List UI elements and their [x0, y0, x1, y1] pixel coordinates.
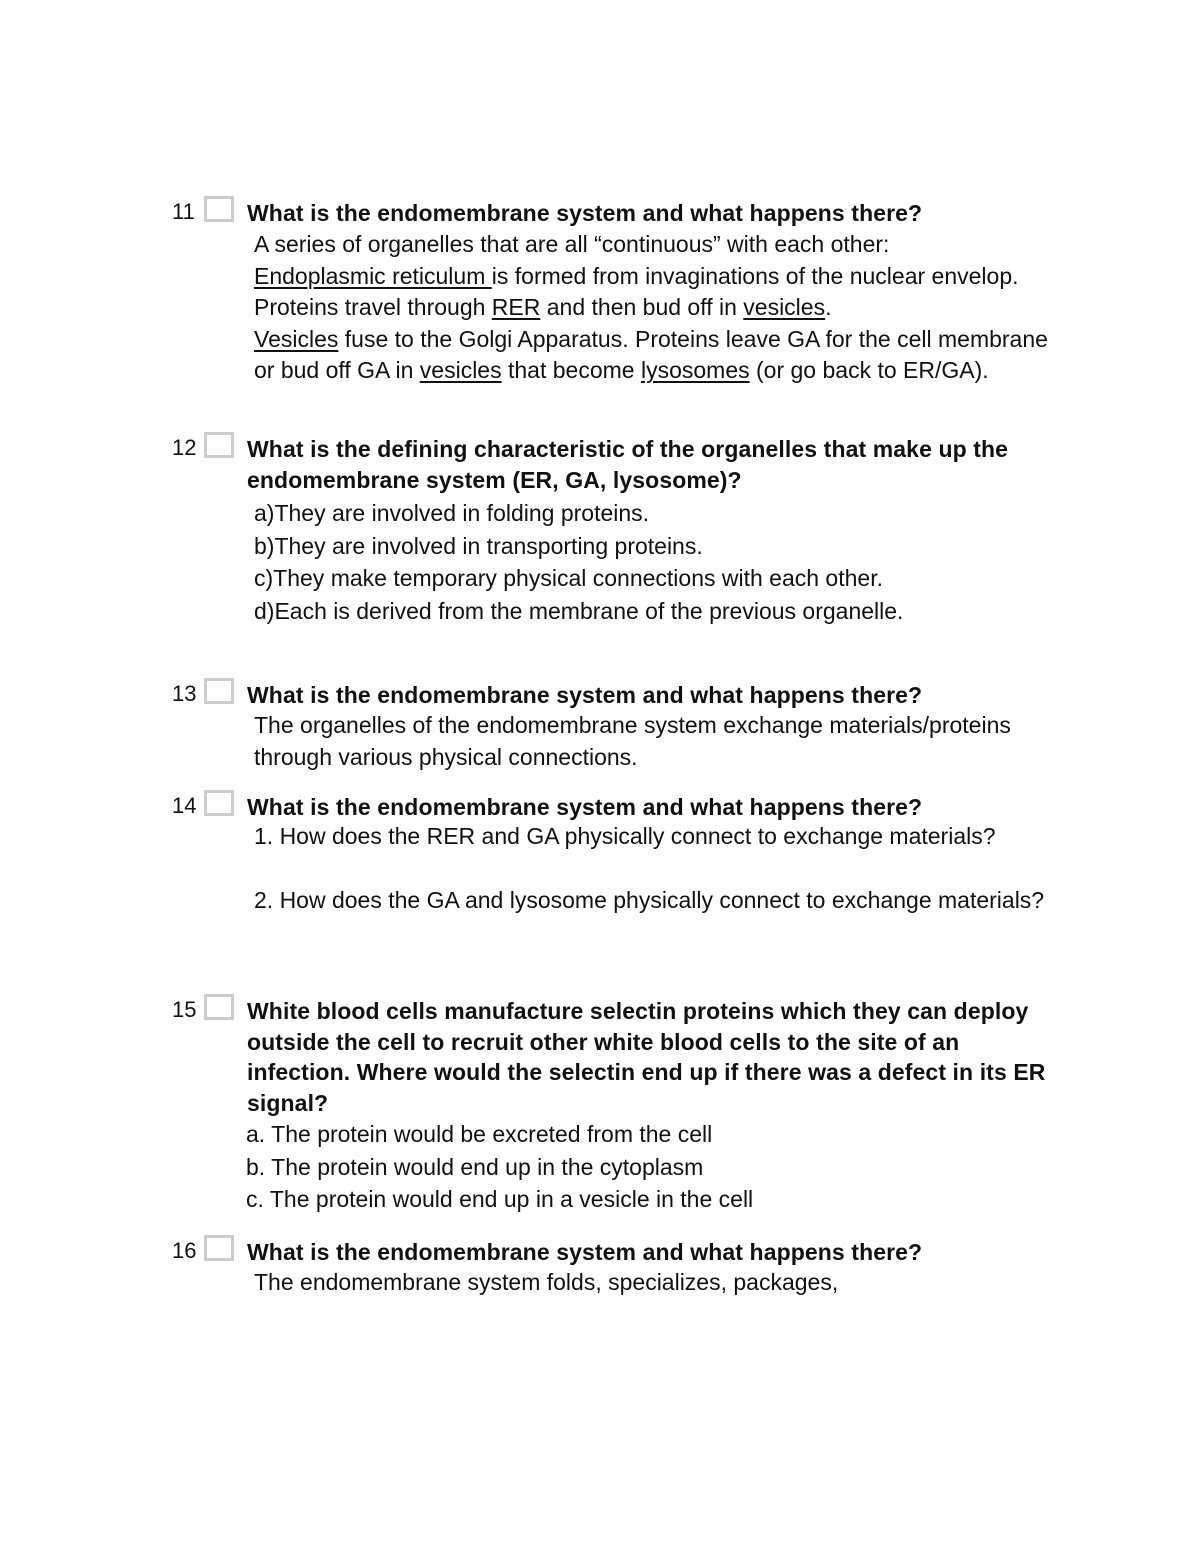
option-a[interactable]: a)They are involved in folding proteins.: [254, 500, 650, 526]
answer-checkbox[interactable]: [204, 1235, 234, 1261]
answer-checkbox[interactable]: [204, 994, 234, 1020]
list-item: 1. How does the RER and GA physically connect to exchange materials?: [254, 823, 996, 849]
endoplasmic-reticulum-term: Endoplasmic reticulum: [254, 262, 492, 289]
lysosomes-term: lysosomes: [640, 357, 750, 383]
options-list: [246, 1118, 1046, 1216]
vesicles-term: vesicles: [419, 357, 502, 383]
option-c[interactable]: c)They make temporary physical connections with each other.: [254, 565, 883, 591]
answer-text: The endomembrane system folds, specializes, packages,: [254, 1269, 839, 1295]
question-number: 12: [172, 435, 197, 460]
option-b[interactable]: b. The protein would end up in the cytoplasm: [246, 1153, 704, 1180]
list-item: 2. How does the GA and lysosome physically connect to exchange materials?: [254, 886, 1045, 913]
question-prompt: What is the endomembrane system and what happens there?: [247, 1239, 923, 1265]
answer-checkbox[interactable]: [204, 678, 234, 704]
answer-items: [254, 821, 1054, 916]
option-a[interactable]: a. The protein would be excreted from the cell: [246, 1121, 713, 1147]
question-number: 11: [172, 199, 195, 224]
answer-text: A series of organelles that are all “continuous” with each other: Endoplasmic reticulum is formed from invaginations of the nuclear envelop. Proteins travel through RER and then bud off in vesicles. Vesicles fuse to the Golgi Apparatus. Proteins leave GA for the cell membrane or bud off GA in vesicles that become lysosomes (or go back to ER/GA).: [254, 231, 1048, 383]
question-prompt: What is the endomembrane system and what happens there?: [247, 200, 923, 226]
question-number: 16: [172, 1238, 197, 1263]
vesicles-term: vesicles: [743, 294, 826, 320]
rer-term: RER: [491, 294, 541, 320]
answer-checkbox[interactable]: [204, 790, 234, 816]
question-number: 14: [172, 793, 197, 818]
option-c[interactable]: c. The protein would end up in a vesicle in the cell: [246, 1186, 754, 1212]
option-b[interactable]: b)They are involved in transporting proteins.: [254, 532, 703, 559]
question-prompt: What is the endomembrane system and what happens there?: [247, 794, 923, 820]
answer-checkbox[interactable]: [204, 196, 234, 222]
question-prompt: What is the defining characteristic of the organelles that make up the endomembrane system (ER, GA, lysosome)?: [247, 436, 1009, 493]
vesicles-term: Vesicles: [254, 325, 339, 352]
question-prompt: What is the endomembrane system and what happens there?: [247, 682, 923, 708]
answer-text: The organelles of the endomembrane system exchange materials/proteins through various physical connections.: [254, 712, 1011, 770]
question-number: 13: [172, 681, 197, 706]
question-number: 15: [172, 997, 197, 1022]
question-prompt: White blood cells manufacture selectin proteins which they can deploy outside the cell to recruit other white blood cells to the site of an infection. Where would the selectin end up if there was a defect in its ER signal?: [247, 998, 1046, 1116]
options-list: [254, 497, 1054, 627]
option-d[interactable]: d)Each is derived from the membrane of the previous organelle.: [254, 597, 904, 624]
answer-checkbox[interactable]: [204, 432, 234, 458]
